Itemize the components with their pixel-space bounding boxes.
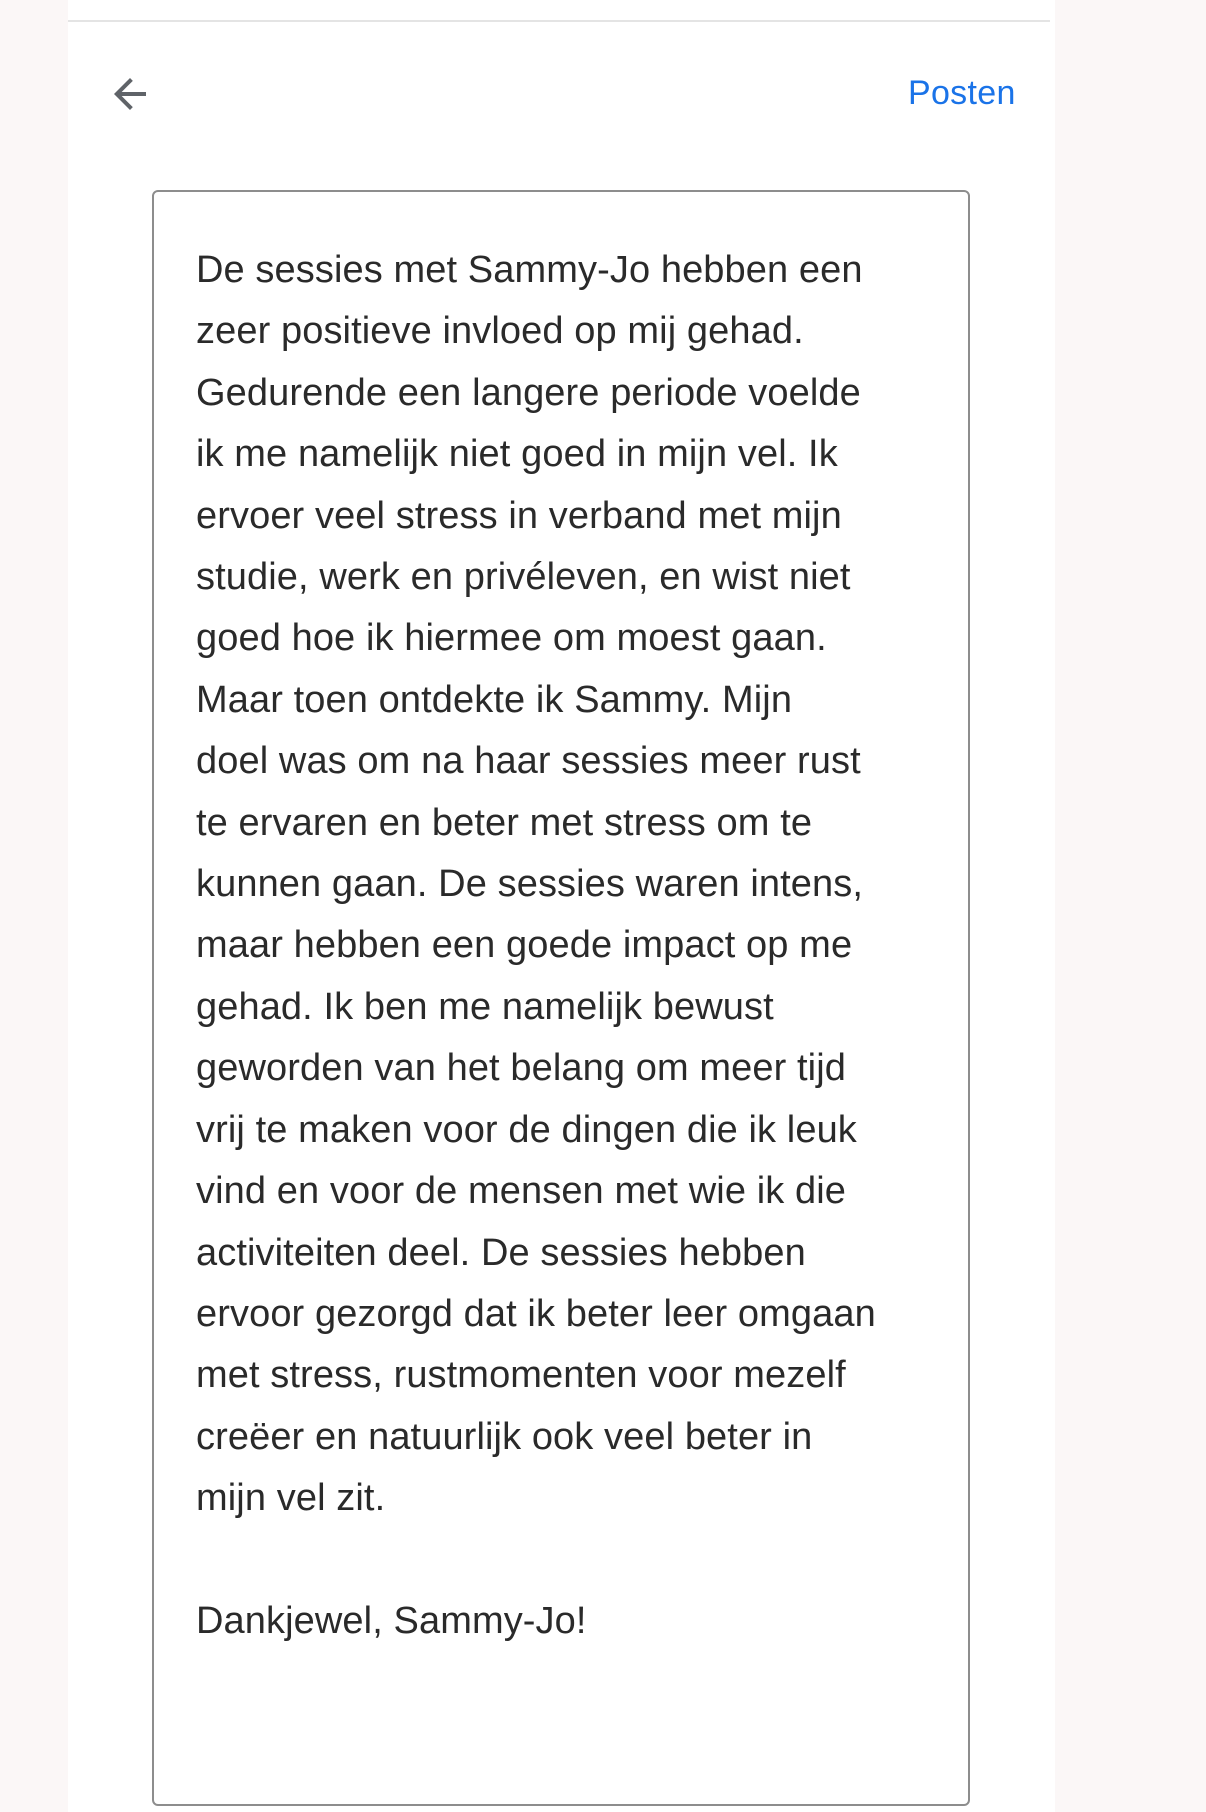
top-divider — [68, 20, 1050, 22]
back-button[interactable] — [98, 62, 162, 126]
review-screen — [68, 0, 1055, 1812]
review-text-field[interactable] — [152, 190, 970, 1806]
review-body-text: De sessies met Sammy-Jo hebben een zeer positieve invloed op mij gehad. Gedurende een langere periode voelde ik me namelijk niet goed in mijn vel. Ik ervoer veel stress in verband met mijn studie, werk en privéleven, en wist niet goed hoe ik hiermee om moest gaan. Maar toen ontdekte ik Sammy. Mijn doel was om na haar sessies meer rust te ervaren en beter met stress om te kunnen gaan. De sessies waren intens, maar hebben een goede impact op me gehad. Ik ben me namelijk bewust geworden van het belang om meer tijd vrij te maken voor de dingen die ik leuk vind en voor de mensen met wie ik die activiteiten deel. De sessies hebben ervoor gezorgd dat ik beter leer omgaan met stress, rustmomenten voor mezelf creëer en natuurlijk ook veel beter in mijn vel zit. — [196, 249, 876, 1520]
arrow-left-icon — [106, 70, 154, 118]
post-button[interactable]: Posten — [908, 74, 1016, 112]
header-bar — [68, 40, 1055, 140]
review-signoff-text: Dankjewel, Sammy-Jo! — [196, 1599, 587, 1642]
